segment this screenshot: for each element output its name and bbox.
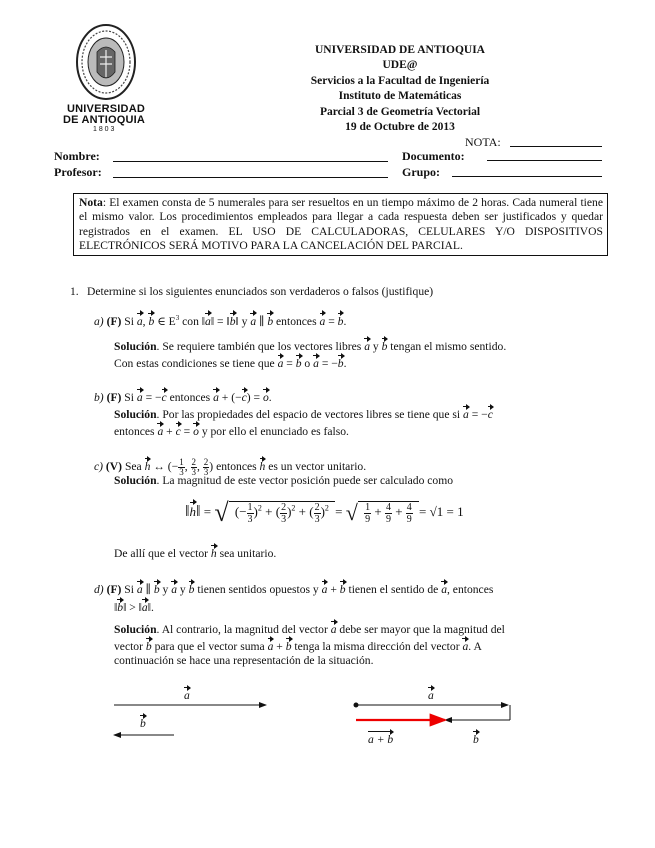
vector-a: a — [331, 620, 337, 637]
item-c-solution-line1 — [114, 474, 453, 488]
nota-label: NOTA: — [465, 135, 501, 149]
vector-a: a — [364, 337, 370, 354]
vector-c: c — [242, 388, 247, 405]
solution-label: Solución — [114, 474, 157, 487]
vector-b: b — [340, 580, 346, 597]
vector-b: b — [146, 637, 152, 654]
item-d-solution-line1 — [114, 620, 505, 637]
item-b-answer: (F) — [106, 391, 122, 404]
question-number: 1. — [70, 285, 79, 298]
vector-b: b — [154, 580, 160, 597]
question-statement: Determine si los siguientes enunciados son verdaderos o falsos (justifique) — [87, 285, 434, 298]
faculty-name: Servicios a la Facultad de Ingeniería — [310, 75, 490, 87]
item-c-text: es un vector unitario. — [268, 460, 367, 473]
university-seal-logo — [75, 22, 137, 102]
university-name: UNIVERSIDAD DE ANTIOQUIA — [315, 44, 485, 56]
vector-a: a — [322, 580, 328, 597]
item-c: c) (V) Sea h ↔ (− $\frac{1}{3}$ , $\frac{2}{3}$ , $\frac{2}{3}$ ) entonces h es un vector unitario. — [94, 456, 367, 477]
item-b: b) (F) Si a = −c entonces a + (−c) = o. — [94, 388, 272, 405]
vector-b: b — [230, 312, 236, 329]
item-d-text: continuación se hace una representación de la situación. — [114, 654, 374, 667]
grupo-label: Grupo: — [402, 165, 441, 179]
item-d-text: vector — [114, 640, 143, 653]
fraction: $\frac{1}{3}$ — [179, 456, 184, 477]
vector-a: a — [428, 686, 434, 703]
item-a-text: y — [241, 314, 248, 328]
item-b-solution-line1: Solución. Por las propiedades del espacio de vectores libres se tiene que si a = −c — [114, 405, 493, 422]
vector-h: h — [190, 501, 197, 520]
solution-label: Solución — [114, 340, 157, 353]
item-b-text: y por ello el enunciado es falso. — [201, 425, 349, 438]
vector-b: b — [189, 580, 195, 597]
exam-date: 19 de Octubre de 2013 — [345, 121, 455, 133]
vector-b: b — [473, 730, 479, 747]
nombre-label: Nombre: — [54, 149, 100, 163]
logo-text-antioquia: DE ANTIOQUIA — [63, 114, 146, 126]
logo-text-university: UNIVERSIDAD — [67, 103, 145, 115]
item-d-text: tienen sentidos opuestos y — [197, 583, 319, 596]
vector-c: c — [176, 422, 181, 439]
item-a-text: ∥ — [259, 314, 265, 328]
vector-a: a — [463, 405, 469, 422]
vector-a: a — [137, 312, 143, 329]
vector-a: a — [462, 637, 468, 654]
fraction: $\frac{2}{3}$ — [314, 501, 320, 525]
institute-name: Instituto de Matemáticas — [338, 90, 462, 102]
item-a-text: . Se requiere también que los vectores libres — [156, 340, 362, 353]
fraction: $\frac{1}{9}$ — [365, 501, 371, 525]
vector-a: a — [137, 580, 143, 597]
item-c-text: sea unitario. — [219, 547, 277, 560]
fraction: $\frac{2}{3}$ — [203, 456, 209, 477]
nombre-field[interactable] — [113, 161, 388, 162]
note-label: Nota — [79, 196, 103, 209]
vector-a: a — [441, 580, 447, 597]
note-text: : El examen consta de 5 numerales para ser resueltos en un tiempo máximo de 2 horas. Cada numeral tiene el mismo valor. Los procedimientos empleados para llegar a cada respuesta deben ser justificados y quedar registrados en el examen. EL USO DE CALCULADORAS, CELULARES Y/O DISPOSITIVOS ELECTRÓNICOS SERÁ MOTIVO PARA LA CANCELACIÓN DEL PARCIAL. — [79, 196, 603, 253]
fraction: $\frac{2}{3}$ — [191, 456, 196, 477]
diagram-label-left-b — [140, 714, 146, 731]
exam-title: Parcial 3 de Geometría Vectorial — [319, 106, 481, 118]
item-a: a) (F) Si a, b ∈ $E^3$ con ‖a‖ = ‖b‖ y a ∥ b entonces a = b. — [94, 311, 346, 329]
vector-a: a — [213, 388, 219, 405]
item-c-answer: (V) — [105, 460, 123, 473]
diagram-label-left-a — [184, 686, 190, 703]
vector-a: a — [205, 312, 211, 329]
item-c-text: . La magnitud de este vector posición puede ser calculado como — [156, 474, 454, 487]
nota-line — [510, 146, 602, 147]
item-d-label: d) — [94, 583, 104, 596]
vector-c: c — [162, 388, 167, 405]
item-a-text: entonces — [276, 314, 317, 328]
vector-a: a — [157, 422, 163, 439]
item-b-text: entonces — [114, 425, 155, 438]
item-d-text: Si — [124, 583, 134, 596]
vector-diagram — [100, 675, 530, 755]
item-d-text: . Al contrario, la magnitud del vector — [156, 623, 328, 636]
vector-b: b — [140, 714, 146, 731]
vector-a: a — [320, 312, 326, 329]
item-d-answer: (F) — [106, 583, 122, 596]
item-a-text: = — [328, 314, 335, 328]
exam-note-box — [73, 193, 608, 256]
item-a-text: ‖ = — [210, 314, 227, 328]
item-c-text: entonces — [216, 460, 257, 473]
vector-b: b — [117, 598, 123, 615]
vector-a: a — [268, 637, 274, 654]
item-d-text: para que el vector suma — [154, 640, 265, 653]
item-d-line2: ‖b‖ > ‖a‖. — [114, 598, 154, 615]
item-a-solution-line2: Con estas condiciones se tiene que a = b o a = −b. — [114, 354, 347, 371]
item-b-text: Si — [124, 391, 134, 404]
vector-sum: a + b — [368, 730, 393, 747]
item-a-text: o — [304, 357, 311, 370]
vector-b: b — [267, 312, 273, 329]
item-a-label: a) — [94, 314, 104, 328]
logo-year: 1 8 0 3 — [93, 126, 115, 133]
item-d-solution-line2: vector b para que el vector suma a + b tenga la misma dirección del vector a. A — [114, 637, 482, 654]
item-a-solution-line1: Solución. Se requiere también que los vectores libres a y b tengan el mismo sentido. — [114, 337, 506, 354]
item-d: d) (F) Si a ∥ b y a y b tienen sentidos opuestos y a + b tienen el sentido de a, entonces — [94, 580, 493, 597]
vector-o: o — [193, 422, 199, 439]
vector-a: a — [184, 686, 190, 703]
profesor-field[interactable] — [113, 177, 388, 178]
fraction: $\frac{4}{9}$ — [385, 501, 391, 525]
vector-b: b — [338, 354, 344, 371]
documento-field[interactable] — [487, 160, 602, 161]
item-d-text: tienen el sentido de — [348, 583, 439, 596]
fraction: $\frac{4}{9}$ — [406, 501, 412, 525]
item-c-text: Sea — [124, 460, 142, 473]
item-b-text: entonces — [169, 391, 211, 404]
vector-c: c — [488, 405, 493, 422]
item-a-text: Con estas condiciones se tiene que — [114, 357, 275, 370]
solution-label: Solución — [114, 408, 157, 421]
item-c-text: ↔ (− — [153, 460, 179, 473]
item-b-label: b) — [94, 391, 104, 404]
vector-a: a — [250, 312, 256, 329]
vector-b: b — [382, 337, 388, 354]
vector-h: h — [260, 457, 266, 474]
vector-h: h — [145, 457, 151, 474]
documento-label: Documento: — [402, 149, 465, 163]
item-a-text: con ‖ — [182, 314, 206, 328]
diagram-label-sum — [368, 730, 393, 747]
item-a-text: Si — [124, 314, 134, 328]
vector-h: h — [211, 544, 217, 561]
item-b-solution-line2: entonces a + c = o y por ello el enunciado es falso. — [114, 422, 349, 439]
item-d-text: tenga la misma dirección del vector — [294, 640, 460, 653]
fraction: $\frac{1}{3}$ — [247, 501, 253, 525]
diagram-label-right-b — [473, 730, 479, 747]
item-c-text: De allí que el vector — [114, 547, 208, 560]
item-a-text: tengan el mismo sentido. — [390, 340, 507, 353]
vector-b: b — [286, 637, 292, 654]
vector-a: a — [278, 354, 284, 371]
item-a-answer: (F) — [106, 314, 122, 328]
vector-b: b — [338, 312, 344, 329]
magnitude-formula: ‖h‖ = √ (− $\frac{1}{3}$ )$^2$ + ( $\frac{2}{3}$ )$^2$ + ( $\frac{2}{3}$ )$^2$ = √ $\frac{1}{9}$ + $\frac{4}{9}$ + $\frac{4}{9}$ = √1 = 1 — [185, 498, 464, 527]
vector-b: b — [148, 312, 154, 329]
diagram-label-right-a — [428, 686, 434, 703]
profesor-label: Profesor: — [54, 165, 102, 179]
vector-a: a — [171, 580, 177, 597]
grupo-field[interactable] — [452, 176, 602, 177]
item-d-text: debe ser mayor que la magnitud del — [339, 623, 505, 636]
item-d-solution-line3 — [114, 654, 373, 668]
vector-b: b — [296, 354, 302, 371]
solution-label: Solución — [114, 623, 157, 636]
item-c-text: = √1 = 1 — [419, 503, 464, 519]
item-c-label: c) — [94, 460, 104, 473]
item-b-text: . Por las propiedades del espacio de vectores libres se tiene que si — [156, 408, 461, 421]
item-d-text: , entonces — [447, 583, 494, 596]
vector-a: a — [137, 388, 143, 405]
vector-a: a — [313, 354, 319, 371]
item-c-conclusion — [114, 544, 276, 561]
fraction: $\frac{2}{3}$ — [281, 501, 287, 525]
program-name: UDE@ — [382, 59, 418, 71]
vector-a: a — [142, 598, 148, 615]
vector-o: o — [263, 388, 269, 405]
item-a-text: ∈ E — [157, 314, 176, 328]
item-a-text: 3 — [175, 314, 180, 322]
